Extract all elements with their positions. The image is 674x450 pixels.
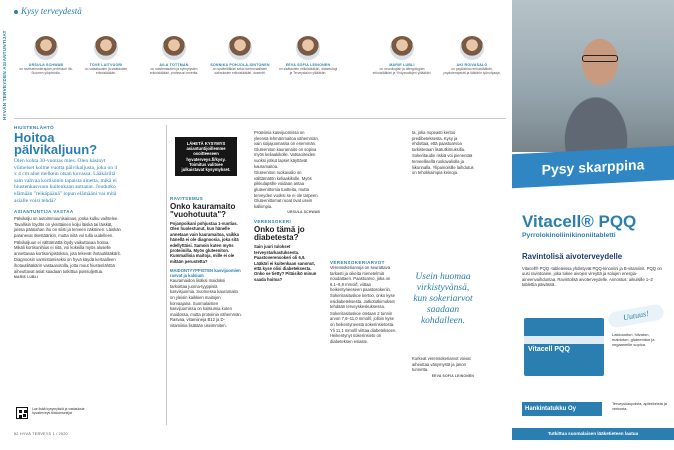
article-kicker: HIUSTENLÄHTÖ xyxy=(14,125,55,130)
expert-desc: on vatsatautien ja sisätautien erikoislääkäri. xyxy=(84,67,128,76)
expert-card xyxy=(278,36,338,76)
page-folio: 62 HYVÄ TERVEYS 1 / 2020 xyxy=(14,432,68,436)
ad-banner: Pysy skarppina xyxy=(512,146,674,188)
expert-name: MARIE LUBLI xyxy=(389,63,415,67)
expert-card xyxy=(210,36,270,76)
divider xyxy=(14,118,506,119)
expert-card xyxy=(76,36,136,76)
expert-desc: on psykiatrian erikoislääkäri, psykoterapeutti ja lääkärin työnohjaaja. xyxy=(443,67,501,76)
answer-paragraph: Proteiinia kasvijuomissa on yleensä lehmänmaitoa vähemmän, vain soijajuomassa on enemmän. Gluteeniton kauramaito on sopiva myös keliaakikolle. Vatsaoireiden vuoksi jotkut lapset käyttävät kauramaitoa. xyxy=(254,130,319,169)
new-badge: Uutuus! xyxy=(607,303,665,328)
article-byline: EEVA SOFIA LEINONEN xyxy=(431,373,474,378)
expert-card xyxy=(442,36,502,76)
expert-desc: on neurologian ja allergologian erikoislääkäri ja Yhdysvaltojen ylilääkäri. xyxy=(372,67,432,76)
expert-card xyxy=(372,36,432,76)
expert-photo xyxy=(228,36,252,60)
footer-note: Lue lisää kysymyksiä ja vastauksia hyvaterveys.fi/asiantuntijat xyxy=(32,407,85,416)
answer-subheading: MAIDONTYYPPISTEN kasvijuomien rasvat ja kalsium xyxy=(170,268,241,279)
side-label-text: HYVÄN TERVEYDEN ASIANTUNTIJAT xyxy=(2,30,7,120)
ad-product-info: Laktoositon, hiivaton, maidoton, gluteeniton ja vegaaneille sopiva. xyxy=(612,332,655,347)
side-label xyxy=(2,30,14,120)
answer-kicker: VERENSOKERIARVOT xyxy=(330,260,385,265)
advertisement xyxy=(512,0,674,450)
ad-headline: Ravintolisä aivoterveydelle xyxy=(522,252,623,261)
info-box xyxy=(175,137,237,176)
question-text: Pojanpoikani pohjustaa 1-vuotias. Olen huolestunut, kun hänelle annetaan vain kauramaitoa, vaikka hänellä ei ole diagnoosia, joka sitä edellyttäisi. Samoin kuten myös proteiinilla. Myös gluteeniton. Kummallisia maitoja, mille ei ole mitään perustetta? xyxy=(170,221,239,264)
expert-desc: on sydänlääkäri sekä hormonaalisten sairauksien erikoislääkäri, dosentti. xyxy=(212,67,268,76)
article-byline: MARIE LUBLI xyxy=(14,275,39,280)
expert-name: SONNIKA POHJOLA-SINTONEN xyxy=(210,63,270,67)
answer-paragraph: Kauramaidon lisäksi maidoksi tarkoittaa juoma-tyyppisiä kasvisjuomia. Suomessa kauramaito on yleisin kaikkien maitojen korvaajana. Suomalaisten kasvijuomissa on kalsiumia kuten maidossa, mutta proteiinia vähemmän. Rasvaa, vitamiineja B12 ja D-vitamiinia lisätään useimmiten. xyxy=(170,278,242,328)
info-box-text: LÄHETÄ KYSYMYS asiantuntijoillemme osoitteeseen hyvaterveys.fi/kysy. Toimitus valitsee julkaistavat kysymykset. xyxy=(181,141,231,173)
expert-desc: on ravitsemusterapian professori Itä-Suomen yliopistolla. xyxy=(19,67,73,76)
expert-card xyxy=(144,36,204,76)
article-title: Onko tämä jo diabetesta? xyxy=(254,225,305,243)
answer-kicker: ASIANTUNTIJA VASTAA xyxy=(14,209,74,215)
expert-name: AILA TOTTMAN xyxy=(159,63,189,67)
qr-code-icon xyxy=(16,407,28,419)
column-3 xyxy=(254,130,320,282)
expert-photo xyxy=(34,36,58,60)
ad-footer-bar: Tutkittua suomalaisen lääketieteen laatua xyxy=(512,428,674,440)
expert-photo xyxy=(390,36,414,60)
bullet-icon xyxy=(14,10,18,14)
package-label: Vitacell PQQ xyxy=(528,346,570,353)
ad-photo xyxy=(512,0,674,152)
article-title: Onko kauramaito "vuohotuuta"? xyxy=(170,202,236,219)
experts-row xyxy=(16,36,516,106)
article-byline: URSULA SCHWAB xyxy=(287,210,320,215)
company-logo: Hankintatukku Oy xyxy=(522,402,602,416)
expert-photo xyxy=(162,36,186,60)
answer-paragraph: Pälvikaljuun ei välttämättä löydy vaikuttavaa hoitoa. Mikäli kortisonihius ei riitä, voi kokeilla myös aluselle annettavaa kortisonipistoksia, jota tekevät ihotautilääkärit. xyxy=(14,239,121,256)
article-title: Hoitoa pälvikaljuun? xyxy=(14,130,98,157)
question-text: Sain juuri tulokset terveystarkastuksesta. Paastoverensokeri oli 6,9. Lääkäri ei kuitenkaan sanonut, että kyse olisi diabeteksesta. Onko se tietty? Pitäisikö minun saada hoitoa? xyxy=(254,244,317,282)
section-header xyxy=(14,6,82,16)
answer-paragraph: Sokerirasituskoe otetaan 2 tunnin arvon 7,8–11,0 mmol/l, jolloin kyse on heikentyneestä sokerinsietosta. Yli 11,1 mmol/l viittaa diabetekseen. Heikentynyt sokerinsieto on diabeteksen esiaste. xyxy=(330,310,397,344)
ad-subtitle: Pyrrolokinoliinikinoniitabletti xyxy=(522,232,616,239)
column-4 xyxy=(330,260,398,345)
section-title: Kysy terveydestä xyxy=(21,6,82,16)
ad-brand: Vitacell® PQQ xyxy=(522,212,637,231)
expert-name: URSULA SCHWAB xyxy=(28,63,64,67)
article-lede: Olen kohta 30-vuotias mies. Olen käsinyt viimeiset kolme vuotta pälvikaljusta, joka on 4 x 4 cm alue melkein otsan kuvassa. Lääkäriltä sain vahvaa kortisonin tapaista ainetta, mikä ei hiustenkasvuun kuitenkaan auttanut. Joudutko elämään "reikäpäänä" lopun elämääni vai mitä asialle voisi tehdä? xyxy=(14,158,118,204)
ad-body: Vitacell® PQQ -tableteissa yhdistyvät PQQ-kinoniini ja B-vitamiinit. PQQ on uusi ravintoaine, joka tukee aivojen vireyttä ja solujen energia-aineenvaihduntaa. Ravintolisä aivoterveydelle. Annostus: aikuisille 1–2 tablettia päivässä. xyxy=(522,266,662,288)
expert-name: TOVE LAITVUORI xyxy=(89,63,123,67)
expert-name: EEVA SOFIA LEINONEN xyxy=(285,63,331,67)
pull-quote: Usein huomaa virkistyvänsä, kun sokeriarvot saadaan kohdalleen. xyxy=(413,272,473,326)
answer-paragraph: ta, joka nopeasti kertoo predibeteksesta. Kysy ja ehdottaa, että paastoarvoa tarkistetaan lisätutkimuksilla. xyxy=(412,130,466,152)
expert-photo xyxy=(296,36,320,60)
column-5 xyxy=(412,130,474,177)
expert-card xyxy=(16,36,76,76)
expert-desc: on sisätautien erikoislääkäri, diabetologi ja Terveystalon ylilääkäri. xyxy=(278,67,338,76)
ad-availability: Terveyskaupoista, apteekeista ja verkosta. xyxy=(612,402,667,411)
answer-paragraph: Pälvikalju on autoimmuunisairaus, jonka kulku vaihtelee. Tavallisin löydös on yksittäinen kolju läiskä tai läiskät, joissa päänahan iho on siisti ja terveen näköinen. Läiskän paranevat itsestäänkin, mutta niitä voi tulla uudelleen. xyxy=(14,216,121,238)
expert-photo xyxy=(460,36,484,60)
package-stripe xyxy=(524,336,604,344)
answer-paragraph: Korkeat verensokeriarvot voivat aiheuttaa väsymystä ja janon tunnetta. xyxy=(412,356,471,373)
answer-paragraph: Verensokeriarvoja on seurattava tarkasti ja oikeita menetelmiä noudattaen. Paastoarvo, joka on 6,1–6,9 mmol/l, viittaa heikentyneeseen paastosokeriin. Sokerirasituskoe kertoo, onko kyse esidiabeteksesta. Jatkotutkimukset tehdään terveyskeskuksessa. xyxy=(330,265,395,310)
expert-photo xyxy=(94,36,118,60)
expert-desc: on naistentautien ja synnytysten erikoislääkäri, professori emerita. xyxy=(149,67,199,76)
main-article xyxy=(14,125,121,279)
column-divider xyxy=(166,125,167,425)
answer-paragraph: Sokeritaudin riskiä voi pienentää terveellisellä ruokavaliolla ja liikunnalla. Ylipainoisille laihdutus on tehokkaimpia keinoja. xyxy=(412,153,474,176)
answer-paragraph: Diagnoosin varmistamiseksi on hyvä käydä kertaalleen ihotautilääkärin vastaanotolla, jotta muut hiustenlähtöä aiheuttavat asiat saadaan tutkittua poissuljettua. xyxy=(14,257,116,274)
nutrition-article xyxy=(170,196,242,329)
expert-name: AKI ROIVASALO xyxy=(456,63,488,67)
product-package xyxy=(524,318,604,376)
answer-paragraph: Gluteeniton ruokavalio on välttämätön keliaakikolle. Myös pikkulapsille voidaan antaa gluteenittomia tuotteita, mutta terveyden vuoksi se ei ole tarpeen. Gluteenittomat ruoat ovat usein kalliimpia. xyxy=(254,170,319,209)
article-kicker: VERENSOKERI xyxy=(254,219,292,225)
column-5-end xyxy=(412,356,474,378)
glasses-icon xyxy=(582,55,618,62)
article-kicker: RAVITSEMUS xyxy=(170,196,204,201)
